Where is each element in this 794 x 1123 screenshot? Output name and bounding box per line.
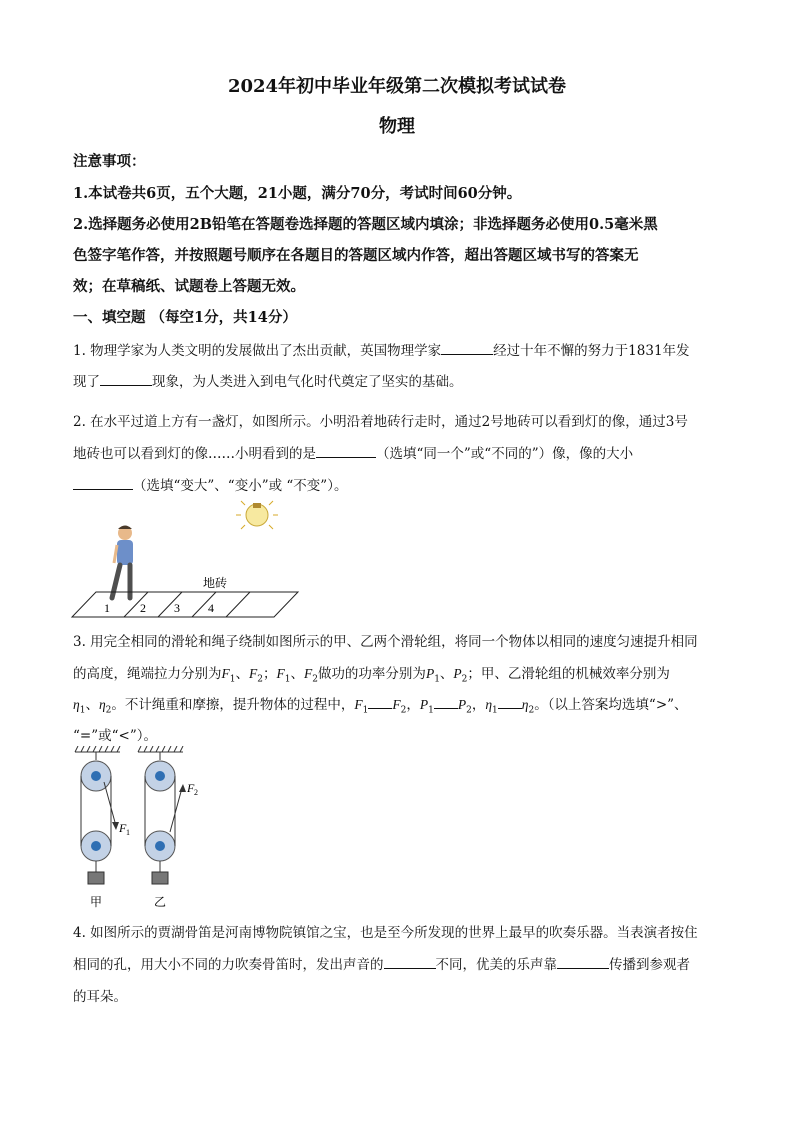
question-3-line-2: 的高度，绳端拉力分别为$F_1$、$F_2$；$F_1$、$F_2$做功的功率分别为$P_1$、$P_2$；甲、乙滑轮组的机械效率分别为 — [73, 666, 670, 685]
q3-text-c: ；甲、乙滑轮组的机械效率分别为 — [467, 666, 670, 682]
q1-text-a: 1. 物理学家为人类文明的发展做出了杰出贡献，英国物理学家 — [73, 343, 442, 359]
question-1-line-2 — [73, 370, 723, 390]
q1-blank-2[interactable] — [100, 371, 152, 386]
pulley-figure — [70, 746, 210, 916]
exam-title: 2024年初中毕业年级第二次模拟考试试卷 — [227, 76, 567, 97]
question-3-line-1: 3. 用完全相同的滑轮和绳子绕制如图所示的甲、乙两个滑轮组，将同一个物体以相同的速度匀速提升相同 — [73, 634, 698, 650]
question-3-line-3: $\eta_1$、$\eta_2$。不计绳重和摩擦，提升物体的过程中，$F_1$ $F_2$，$P_1$ $P_2$，$\eta_1$ $\eta_2$。（以上答案均选填“>”、 — [73, 693, 723, 716]
q1-text-d: 现象，为人类进入到电气化时代奠定了坚实的基础。 — [152, 374, 463, 390]
question-2-line-1: 2. 在水平过道上方有一盏灯，如图所示。小明沿着地砖行走时，通过2号地砖可以看到灯的像，通过3号 — [73, 414, 688, 430]
label-yi: 乙 — [154, 895, 167, 909]
force-label-f2: F — [187, 781, 195, 795]
q2-blank-2[interactable] — [73, 475, 133, 490]
notice-item-2-line-2: 色签字笔作答，并按照题号顺序在各题目的答题区域内作答，超出答题区域书写的答案无 — [73, 247, 639, 264]
q1-text-c: 现了 — [73, 374, 100, 390]
notice-item-2-line-1: 2.选择题务必使用2B铅笔在答题卷选择题的答题区域内填涂；非选择题务必使用0.5毫米黑 — [73, 216, 658, 233]
force-label-f2-sub: 2 — [194, 788, 198, 797]
q2-text-b: （选填“同一个”或“不同的”）像，像的大小 — [376, 446, 634, 462]
notice-item-2-line-3: 效；在草稿纸、试题卷上答题无效。 — [73, 278, 305, 295]
pulley-yi — [145, 761, 198, 884]
q2-text-a: 地砖也可以看到灯的像……小明看到的是 — [73, 446, 316, 462]
question-1-line-1 — [73, 339, 723, 359]
q3-blank-2[interactable] — [434, 694, 458, 709]
question-4-line-1: 4. 如图所示的贾湖骨笛是河南博物院镇馆之宝，也是至今所发现的世界上最早的吹奏乐器。当表演者按住 — [73, 925, 698, 941]
lamp-icon — [236, 501, 278, 529]
q4-blank-1[interactable] — [384, 954, 436, 969]
q1-text-b: 经过十年不懈的努力于1831年发 — [493, 343, 690, 359]
q2-text-c: （选填“变大”、“变小”或 “不变”）。 — [133, 478, 348, 494]
q4-blank-2[interactable] — [557, 954, 609, 969]
tile-number: 2 — [140, 601, 146, 615]
label-jia: 甲 — [90, 895, 103, 909]
q4-text-c: 传播到参观者 — [609, 957, 690, 973]
force-label-f1-sub: 1 — [126, 828, 130, 837]
force-label-f1: F — [119, 821, 127, 835]
tile-number: 4 — [208, 601, 214, 615]
q2-blank-1[interactable] — [316, 443, 376, 458]
walkway-figure — [70, 495, 300, 620]
question-4-line-3: 的耳朵。 — [73, 989, 127, 1005]
q3-text-e: （以上答案均选填“>”、 — [547, 697, 688, 713]
notice-item-1: 1.本试卷共6页，五个大题，21小题，满分70分，考试时间60分钟。 — [73, 185, 522, 202]
q3-blank-3[interactable] — [498, 694, 522, 709]
q4-text-a: 相同的孔，用大小不同的力吹奏骨笛时，发出声音的 — [73, 957, 384, 973]
tile-number: 3 — [174, 601, 180, 615]
notice-heading: 注意事项： — [73, 153, 146, 170]
question-2-line-2 — [73, 442, 723, 462]
walking-person-icon — [112, 526, 133, 599]
tile-caption: 地砖 — [203, 576, 228, 590]
pulley-jia — [81, 761, 130, 884]
q3-text-b: 做功的功率分别为 — [317, 666, 426, 682]
tile-number: 1 — [104, 601, 110, 615]
q3-text-d: 。不计绳重和摩擦，提升物体的过程中， — [111, 697, 355, 713]
q3-blank-1[interactable] — [368, 694, 392, 709]
q4-text-b: 不同，优美的乐声靠 — [435, 957, 557, 973]
section-heading: 一、填空题 （每空1分，共14分） — [73, 309, 297, 326]
q3-text-a: 的高度，绳端拉力分别为 — [73, 666, 222, 682]
subject-title: 物理 — [379, 116, 415, 137]
question-4-line-2 — [73, 953, 723, 973]
q1-blank-1[interactable] — [441, 340, 493, 355]
question-3-line-4: “=”或“<”）。 — [73, 728, 157, 744]
question-2-line-3 — [73, 474, 723, 494]
